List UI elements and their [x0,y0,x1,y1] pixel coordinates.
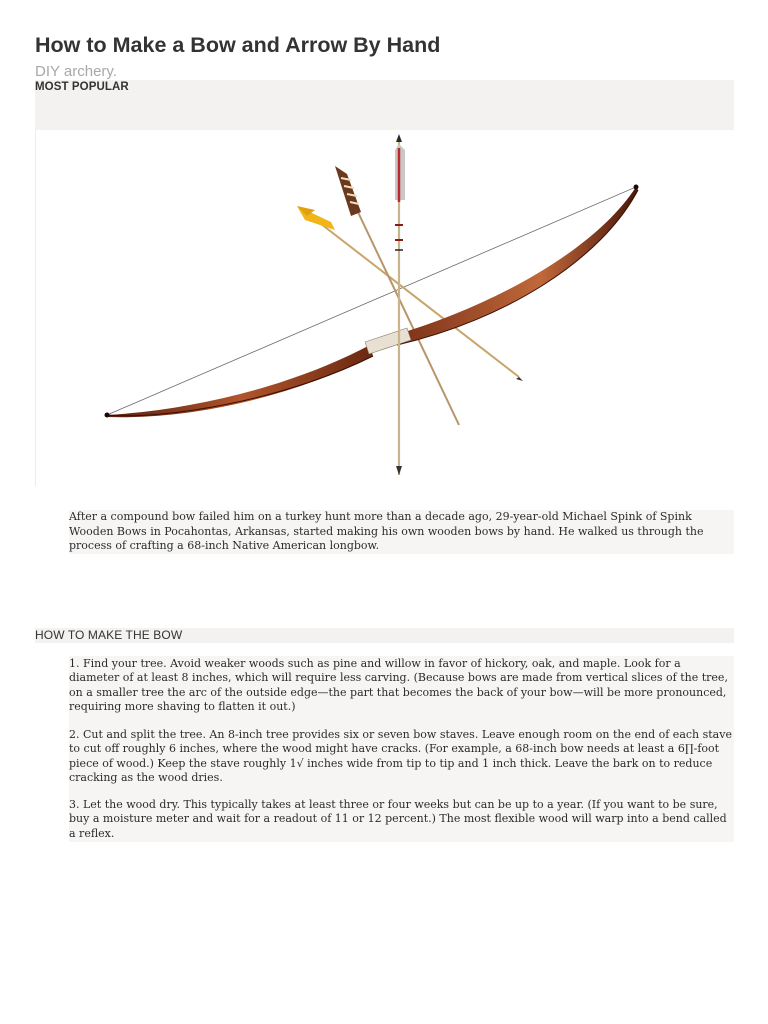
most-popular-label[interactable]: MOST POPULAR [35,81,129,93]
intro-paragraph: After a compound bow failed him on a turkey hunt more than a decade ago, 29-year-old Michael Spink of Spink Wooden Bows in Pocahontas, Arkansas, started making his own wooden bows by hand. He walked us through the process of crafting a 68-inch Native American longbow. [69,510,734,554]
article-subtitle: DIY archery. [35,63,117,80]
arrow-striped [335,166,459,425]
arrow-yellow [297,206,523,381]
bow-and-arrows-illustration [35,130,734,486]
step-2: 2. Cut and split the tree. An 8-inch tree provides six or seven bow staves. Leave enough room on the end of each stave to cut off roughly 6 inches, where the wood might have cracks. (For example, a 68-inch bow needs at least a 6∏-foot piece of wood.) Keep the stave roughly 1√ inches wide from tip to tip and 1 inch thick. Leave the bark on to reduce cracking as the wood dries. [69,728,732,784]
hero-image-edge [35,130,36,486]
most-popular-band [35,80,734,130]
step-1: 1. Find your tree. Avoid weaker woods such as pine and willow in favor of hickory, oak, and maple. Look for a diameter of at least 8 inches, which will require less carving. (Because bows are made from vertical slices of the tree, on a smaller tree the arc of the outside edge—the part that becomes the back of your bow—will be more pronounced, requiring more shaving to flatten it out.) [69,657,728,713]
section-heading: HOW TO MAKE THE BOW [35,628,183,642]
article-title: How to Make a Bow and Arrow By Hand [35,33,441,57]
hero-image [35,130,734,486]
step-3: 3. Let the wood dry. This typically takes at least three or four weeks but can be up to a year. (If you want to be sure, buy a moisture meter and wait for a readout of 11 or 12 percent.) The most flexible wood will warp into a bend called a reflex. [69,798,727,840]
arrow-vertical [395,134,405,475]
